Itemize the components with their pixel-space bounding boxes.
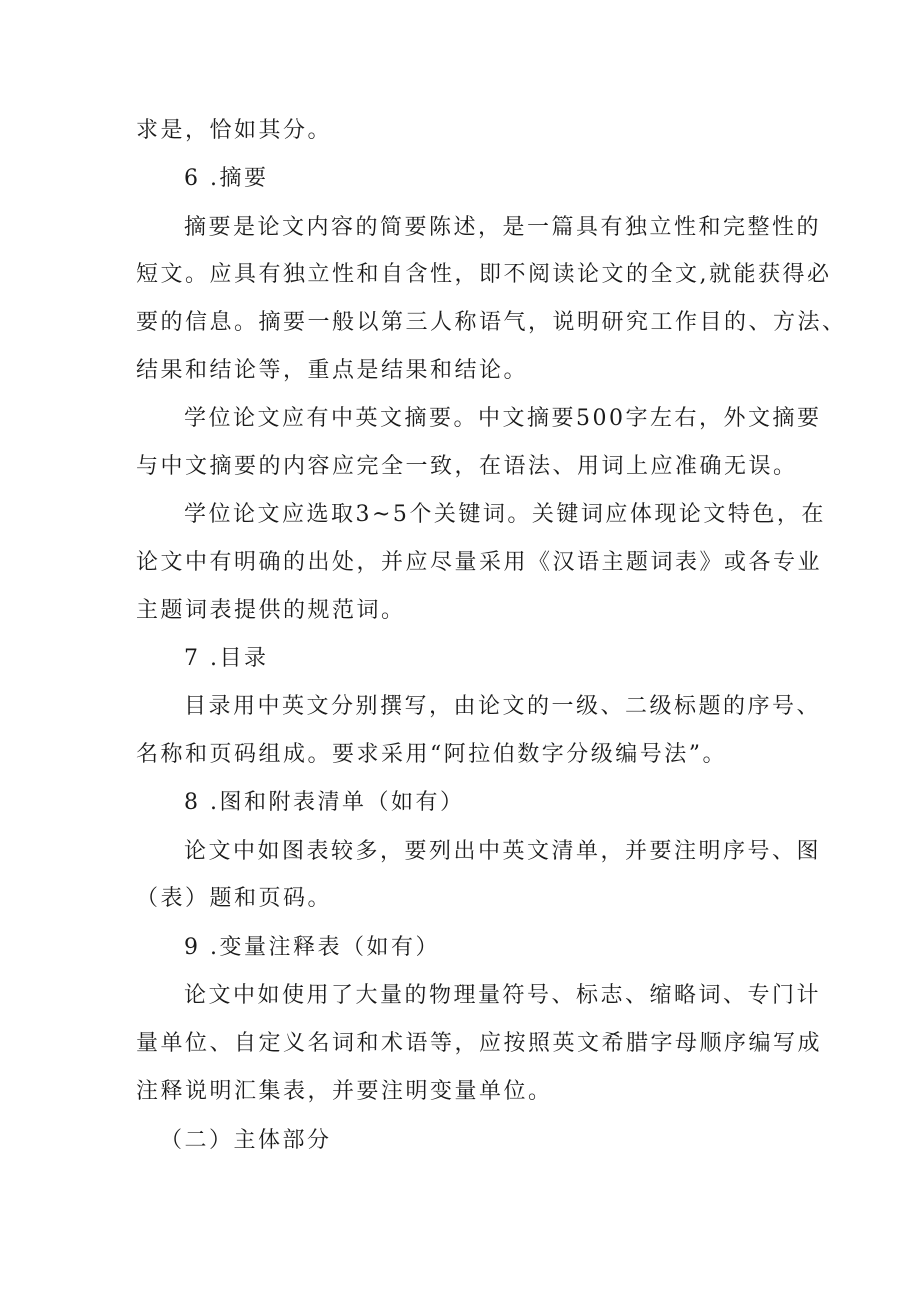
paragraph-line: 学位论文应选取3~5个关键词。关键词应体现论文特色，在 — [184, 502, 826, 527]
section-heading-main-body: （二）主体部分 — [160, 1128, 332, 1153]
paragraph-line: 量单位、自定义名词和术语等，应按照英文希腊字母顺序编写成 — [136, 1031, 823, 1056]
paragraph-line: 主题词表提供的规范词。 — [136, 598, 406, 623]
paragraph-line: 论文中有明确的出处，并应尽量采用《汉语主题词表》或各专业 — [136, 550, 823, 575]
paragraph-line: 与中文摘要的内容应完全一致，在语法、用词上应准确无误。 — [136, 454, 798, 479]
section-heading-toc: 7 .目录 — [184, 646, 269, 671]
section-heading-abstract: 6 .摘要 — [184, 166, 269, 191]
section-heading-variables: 9 .变量注释表（如有） — [184, 935, 440, 960]
paragraph-line: 结果和结论等，重点是结果和结论。 — [136, 358, 529, 383]
paragraph-line: 求是，恰如其分。 — [136, 118, 333, 143]
paragraph-line: 要的信息。摘要一般以第三人称语气，说明研究工作目的、方法、 — [136, 310, 847, 335]
paragraph-line: 论文中如使用了大量的物理量符号、标志、缩略词、专门计 — [184, 983, 822, 1008]
paragraph-line: 名称和页码组成。要求采用“阿拉伯数字分级编号法”。 — [136, 742, 727, 767]
paragraph-line: 论文中如图表较多，要列出中英文清单，并要注明序号、图 — [184, 839, 822, 864]
paragraph-line: 学位论文应有中英文摘要。中文摘要500字左右，外文摘要 — [184, 406, 822, 431]
section-heading-figures: 8 .图和附表清单（如有） — [184, 790, 465, 815]
paragraph-line: （表）题和页码。 — [136, 886, 333, 911]
paragraph-line: 注释说明汇集表，并要注明变量单位。 — [136, 1079, 553, 1104]
paragraph-line: 摘要是论文内容的简要陈述，是一篇具有独立性和完整性的 — [184, 215, 822, 240]
paragraph-line: 短文。应具有独立性和自含性，即不阅读论文的全文,就能获得必 — [136, 262, 832, 287]
paragraph-line: 目录用中英文分别撰写，由论文的一级、二级标题的序号、 — [184, 694, 822, 719]
